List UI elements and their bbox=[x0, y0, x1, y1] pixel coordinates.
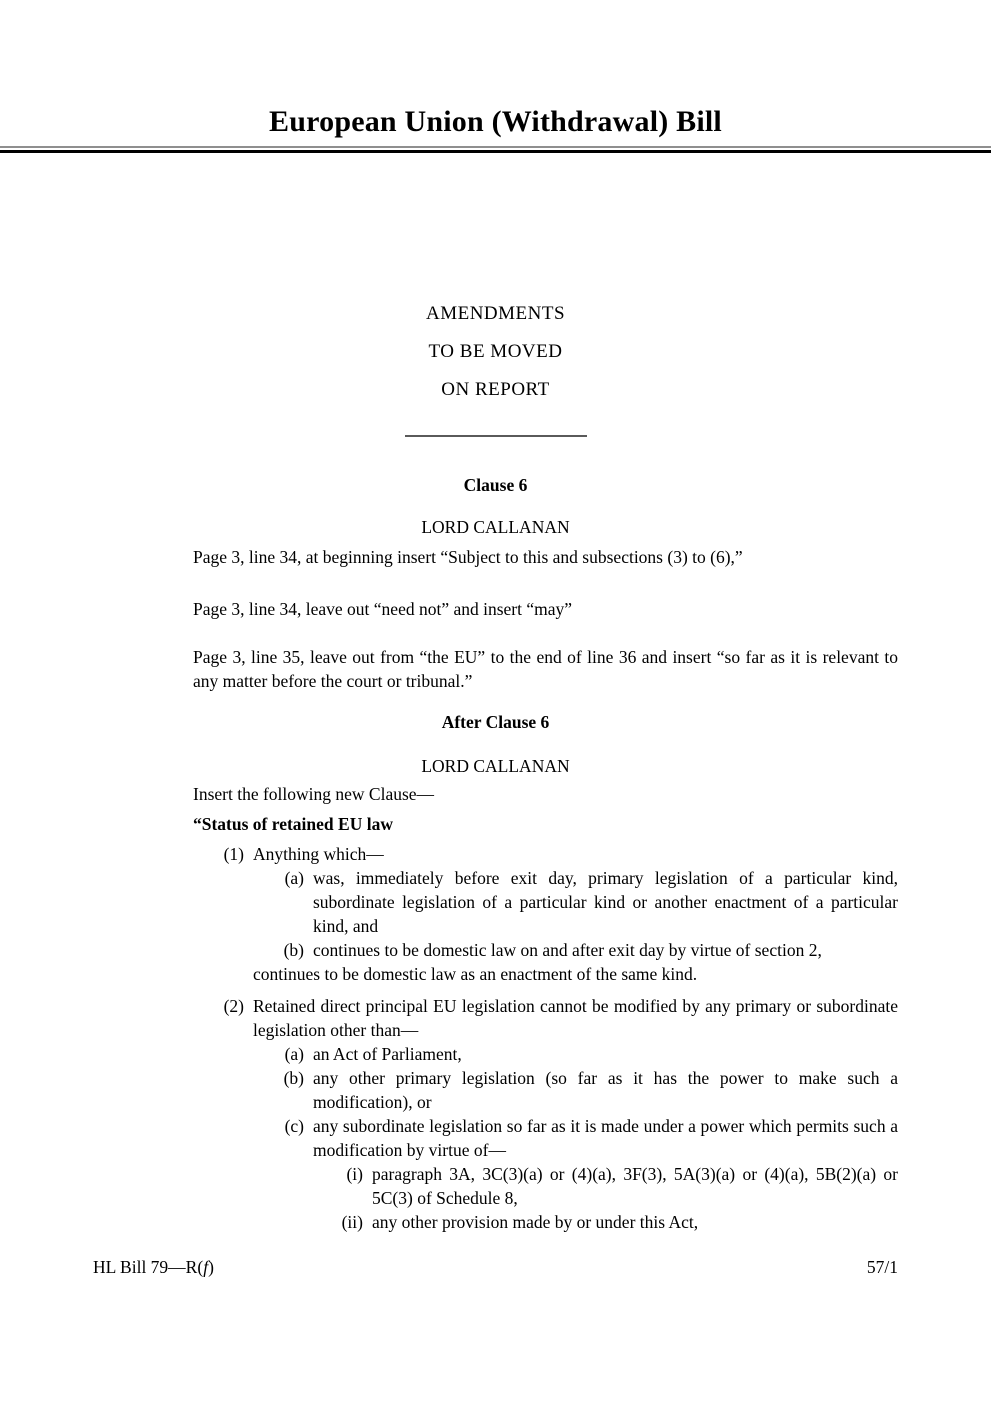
clause-6-heading: Clause 6 bbox=[463, 475, 528, 495]
section-clause-6 bbox=[93, 473, 898, 693]
title-rule-thick bbox=[0, 150, 991, 153]
paragraph-2a-text: an Act of Parliament, bbox=[313, 1044, 462, 1064]
subparagraph-2c-ii-text: any other provision made by or under this Act, bbox=[372, 1212, 699, 1232]
paragraph-1b-text: continues to be domestic law on and after exit day by virtue of section 2, bbox=[313, 940, 822, 960]
new-clause-title: “Status of retained EU law bbox=[193, 814, 393, 834]
subparagraph-2c-ii bbox=[193, 1210, 898, 1234]
page-footer bbox=[93, 1255, 898, 1279]
paragraph-2c-label: (c) bbox=[284, 1116, 304, 1136]
bill-title: European Union (Withdrawal) Bill bbox=[269, 105, 722, 138]
paragraph-1a-label: (a) bbox=[284, 868, 304, 888]
subsection-2-intro bbox=[193, 994, 898, 1042]
paragraph-2b-label: (b) bbox=[283, 1068, 304, 1088]
amendment-text-3: Page 3, line 35, leave out from “the EU” to the end of line 36 and insert “so far as it is relevant to any matter before the court or tribunal.” bbox=[193, 647, 898, 691]
paragraph-2b bbox=[193, 1066, 898, 1114]
subsection-2-number: (2) bbox=[223, 996, 244, 1016]
subparagraph-2c-i bbox=[193, 1162, 898, 1210]
subsection-1-closing-words: continues to be domestic law as an enactment of the same kind. bbox=[253, 964, 698, 984]
paragraph-2b-text: any other primary legislation (so far as it has the power to make such a modification), or bbox=[313, 1068, 898, 1112]
coversheet-line-amendments: AMENDMENTS bbox=[425, 303, 566, 324]
after-clause-6-heading: After Clause 6 bbox=[441, 712, 550, 732]
subsection-1-number: (1) bbox=[223, 844, 244, 864]
separator-rule bbox=[405, 435, 587, 437]
title-double-rule bbox=[0, 146, 991, 153]
subparagraph-2c-i-text: paragraph 3A, 3C(3)(a) or (4)(a), 3F(3), 5A(3)(a) or (4)(a), 5B(2)(a) or 5C(3) of Schedule 8, bbox=[372, 1164, 898, 1208]
bill-reference-suffix: ) bbox=[208, 1257, 214, 1277]
paragraph-1a bbox=[193, 866, 898, 938]
document-body bbox=[0, 295, 991, 1234]
paragraph-1a-text: was, immediately before exit day, primary legislation of a particular kind, subordinate legislation of a particular kind or another enactment of a particular kind, and bbox=[313, 868, 898, 936]
coversheet-line-to-be-moved: TO BE MOVED bbox=[428, 341, 563, 362]
paragraph-1b bbox=[193, 938, 898, 962]
section-after-clause-6 bbox=[93, 710, 898, 1234]
coversheet-line-on-report: ON REPORT bbox=[441, 379, 550, 400]
new-clause-lead-in: Insert the following new Clause— bbox=[193, 784, 435, 804]
amendment-paper-number: 57/1 bbox=[866, 1257, 898, 1277]
clause-6-amendments bbox=[193, 545, 898, 693]
new-clause-amendment bbox=[193, 782, 898, 1234]
subsection-1-text: Anything which— bbox=[253, 844, 384, 864]
subsection-2 bbox=[193, 994, 898, 1234]
after-clause-6-mover-name: LORD CALLANAN bbox=[421, 756, 570, 776]
paragraph-2a-label: (a) bbox=[284, 1044, 304, 1064]
amendment-text-2: Page 3, line 34, leave out “need not” and insert “may” bbox=[193, 599, 573, 619]
subsection-1 bbox=[193, 842, 898, 986]
paragraph-2c bbox=[193, 1114, 898, 1162]
bill-reference bbox=[93, 1255, 214, 1279]
subsection-1-intro bbox=[193, 842, 898, 866]
paragraph-1b-label: (b) bbox=[283, 940, 304, 960]
paragraph-2a bbox=[193, 1042, 898, 1066]
paragraph-2c-text: any subordinate legislation so far as it is made under a power which permits such a modification by virtue of— bbox=[313, 1116, 898, 1160]
subsection-2-text: Retained direct principal EU legislation cannot be modified by any primary or subordinate legislation other than— bbox=[253, 996, 898, 1040]
clause-6-mover-name: LORD CALLANAN bbox=[421, 517, 570, 537]
bill-reference-prefix: HL Bill 79—R( bbox=[93, 1257, 204, 1277]
bill-reference-italic-letter: f bbox=[203, 1257, 209, 1277]
subparagraph-2c-ii-label: (ii) bbox=[341, 1212, 363, 1232]
coversheet-block bbox=[93, 295, 898, 437]
subparagraph-2c-i-label: (i) bbox=[346, 1164, 363, 1184]
amendment-text-1: Page 3, line 34, at beginning insert “Subject to this and subsections (3) to (6),” bbox=[193, 547, 743, 567]
